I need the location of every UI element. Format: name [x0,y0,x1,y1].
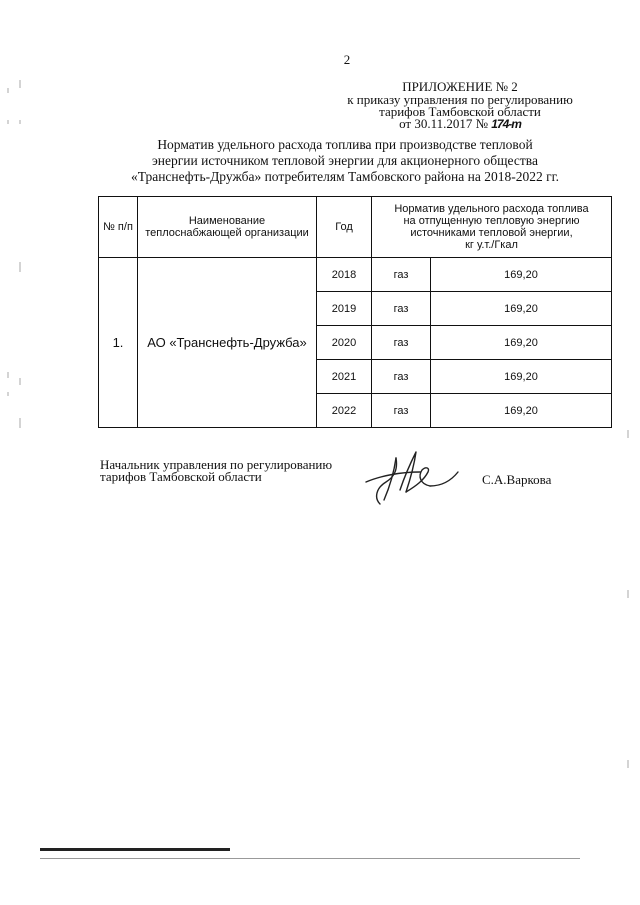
title-line-3: «Транснефть-Дружба» потребителям Тамбовского района на 2018-2022 гг. [130,169,560,184]
header-org-line-2: теплоснабжающей организации [145,227,309,239]
header-year: Год [317,197,372,258]
header-org-line-1: Наименование [188,215,266,227]
year-cell: 2020 [317,326,372,360]
position-line-2: тарифов Тамбовской области [100,469,262,484]
title-line-1: Норматив удельного расхода топлива при производстве тепловой [157,137,533,152]
document-title [100,137,590,185]
appendix-line-2: тарифов Тамбовской области [379,104,541,119]
organization-name: АО «Транснефть-Дружба» [138,258,317,428]
order-number: 174-т [491,117,521,131]
value-cell: 169,20 [431,394,612,428]
signatory-position [100,459,332,483]
handwritten-signature [360,442,480,512]
year-cell: 2018 [317,258,372,292]
year-cell: 2021 [317,360,372,394]
row-number: 1. [99,258,138,428]
appendix-title: ПРИЛОЖЕНИЕ № 2 [402,79,518,94]
fuel-cell: газ [372,258,431,292]
scan-bottom-line [40,858,580,859]
header-organization [138,197,317,258]
title-line-2: энергии источником тепловой энергии для акционерного общества [152,153,538,168]
signatory-name: С.А.Варкова [482,472,552,487]
value-cell: 169,20 [431,258,612,292]
appendix-line-1: к приказу управления по регулированию [347,92,573,107]
year-cell: 2019 [317,292,372,326]
value-cell: 169,20 [431,326,612,360]
fuel-cell: газ [372,360,431,394]
header-norm-line-1: Норматив удельного расхода топлива [394,203,589,215]
table-row [99,258,612,292]
appendix-date: от 30.11.2017 № [399,116,488,131]
position-line-1: Начальник управления по регулированию [100,457,333,472]
table-header-row [99,197,612,258]
header-num: № п/п [99,197,138,258]
header-norm [372,197,612,258]
page-number: 2 [343,52,351,67]
fuel-cell: газ [372,394,431,428]
value-cell: 169,20 [431,360,612,394]
fuel-cell: газ [372,292,431,326]
norm-table [98,196,612,428]
year-cell: 2022 [317,394,372,428]
header-norm-line-3: источниками тепловой энергии, [410,227,573,239]
appendix-date-line [320,118,600,130]
scan-bottom-bar [40,848,230,851]
value-cell: 169,20 [431,292,612,326]
header-norm-line-4: кг у.т./Гкал [465,239,518,251]
fuel-cell: газ [372,326,431,360]
header-norm-line-2: на отпущенную тепловую энергию [403,215,580,227]
appendix-header [320,80,600,130]
